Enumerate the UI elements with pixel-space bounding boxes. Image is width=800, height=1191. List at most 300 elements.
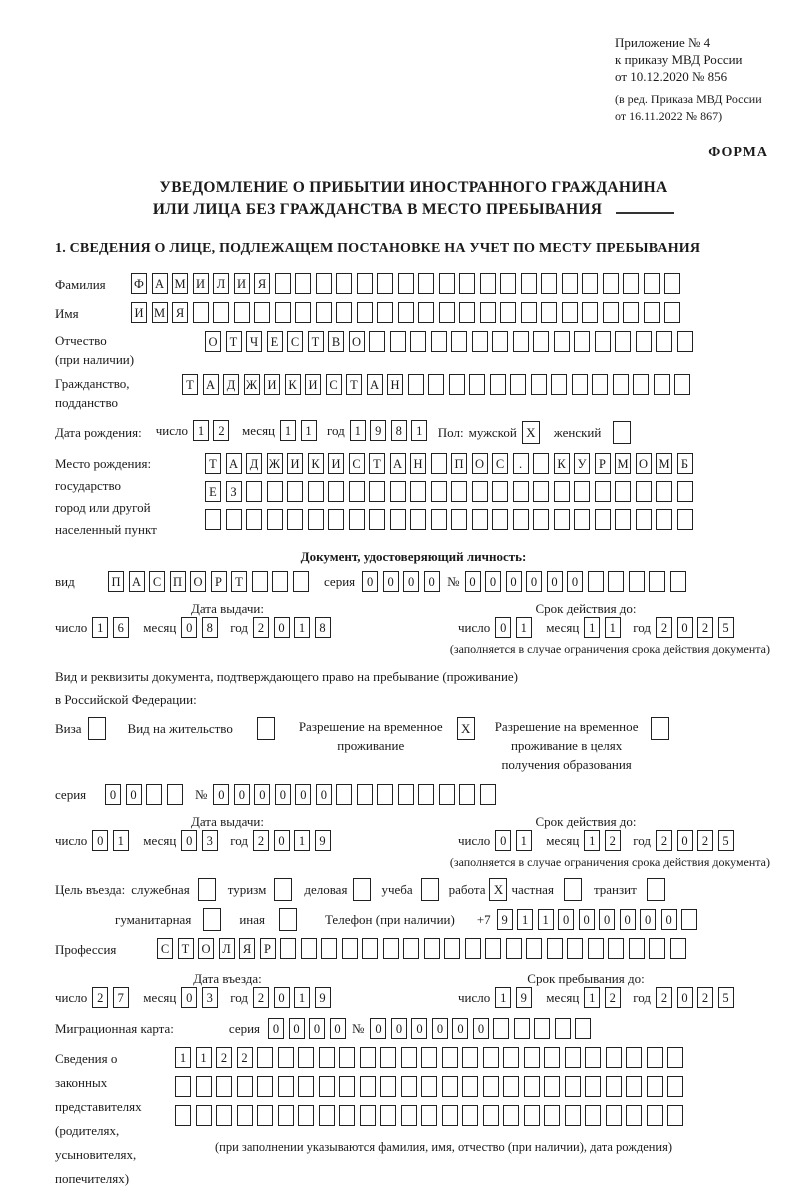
char-cell[interactable] <box>656 509 672 530</box>
char-cell[interactable]: Ж <box>267 453 283 474</box>
char-cell[interactable] <box>606 1047 622 1068</box>
char-cell[interactable]: С <box>149 571 165 592</box>
char-cell[interactable]: 0 <box>677 987 693 1008</box>
char-cell[interactable]: С <box>287 331 303 352</box>
char-cell[interactable] <box>403 938 419 959</box>
char-cell[interactable] <box>585 1105 601 1126</box>
char-cell[interactable] <box>459 784 475 805</box>
char-cell[interactable] <box>544 1076 560 1097</box>
char-cell[interactable] <box>175 1105 191 1126</box>
char-cell[interactable]: Р <box>260 938 276 959</box>
char-cell[interactable] <box>629 938 645 959</box>
identity-series-input[interactable] <box>362 571 444 592</box>
char-cell[interactable]: О <box>636 453 652 474</box>
char-cell[interactable]: К <box>285 374 301 395</box>
char-cell[interactable]: 0 <box>424 571 440 592</box>
char-cell[interactable] <box>644 302 660 323</box>
char-cell[interactable] <box>308 509 324 530</box>
char-cell[interactable]: Т <box>231 571 247 592</box>
char-cell[interactable] <box>278 1105 294 1126</box>
char-cell[interactable]: К <box>554 453 570 474</box>
char-cell[interactable] <box>301 938 317 959</box>
char-cell[interactable] <box>554 509 570 530</box>
char-cell[interactable] <box>649 938 665 959</box>
identity-number-input[interactable] <box>465 571 691 592</box>
char-cell[interactable]: 1 <box>584 987 600 1008</box>
char-cell[interactable] <box>193 302 209 323</box>
char-cell[interactable] <box>257 1105 273 1126</box>
char-cell[interactable]: З <box>226 481 242 502</box>
purpose-other-checkbox[interactable] <box>279 908 297 931</box>
char-cell[interactable] <box>649 571 665 592</box>
char-cell[interactable] <box>492 331 508 352</box>
char-cell[interactable] <box>369 481 385 502</box>
char-cell[interactable] <box>252 571 268 592</box>
char-cell[interactable]: 5 <box>718 987 734 1008</box>
char-cell[interactable] <box>483 1076 499 1097</box>
char-cell[interactable] <box>588 571 604 592</box>
char-cell[interactable]: Т <box>205 453 221 474</box>
residence-valid-month-input[interactable] <box>584 830 625 851</box>
char-cell[interactable] <box>490 374 506 395</box>
char-cell[interactable] <box>670 938 686 959</box>
char-cell[interactable]: 0 <box>234 784 250 805</box>
migration-series-input[interactable] <box>268 1018 350 1039</box>
char-cell[interactable]: 8 <box>315 617 331 638</box>
entry-month-input[interactable] <box>181 987 222 1008</box>
char-cell[interactable]: 5 <box>718 617 734 638</box>
stay-year-input[interactable] <box>656 987 738 1008</box>
char-cell[interactable] <box>349 481 365 502</box>
char-cell[interactable]: 0 <box>370 1018 386 1039</box>
char-cell[interactable]: 0 <box>567 571 583 592</box>
char-cell[interactable] <box>349 509 365 530</box>
char-cell[interactable] <box>196 1076 212 1097</box>
char-cell[interactable] <box>293 571 309 592</box>
char-cell[interactable] <box>551 374 567 395</box>
char-cell[interactable] <box>369 331 385 352</box>
char-cell[interactable]: В <box>328 331 344 352</box>
char-cell[interactable] <box>547 938 563 959</box>
char-cell[interactable] <box>575 1018 591 1039</box>
char-cell[interactable] <box>308 481 324 502</box>
char-cell[interactable] <box>357 302 373 323</box>
char-cell[interactable]: 1 <box>280 420 296 441</box>
char-cell[interactable]: 0 <box>330 1018 346 1039</box>
char-cell[interactable]: 0 <box>677 830 693 851</box>
char-cell[interactable] <box>562 302 578 323</box>
char-cell[interactable]: Я <box>172 302 188 323</box>
char-cell[interactable]: 1 <box>495 987 511 1008</box>
char-cell[interactable] <box>647 1076 663 1097</box>
char-cell[interactable]: 5 <box>718 830 734 851</box>
char-cell[interactable] <box>574 481 590 502</box>
char-cell[interactable]: 0 <box>495 617 511 638</box>
char-cell[interactable] <box>533 481 549 502</box>
char-cell[interactable] <box>472 509 488 530</box>
char-cell[interactable] <box>554 331 570 352</box>
char-cell[interactable] <box>390 481 406 502</box>
char-cell[interactable]: 0 <box>92 830 108 851</box>
purpose-business-checkbox[interactable] <box>198 878 216 901</box>
char-cell[interactable] <box>574 331 590 352</box>
char-cell[interactable]: С <box>157 938 173 959</box>
char-cell[interactable]: Е <box>205 481 221 502</box>
birthplace-row2-input[interactable] <box>205 481 697 502</box>
char-cell[interactable] <box>234 302 250 323</box>
char-cell[interactable]: 1 <box>516 830 532 851</box>
char-cell[interactable]: Л <box>213 273 229 294</box>
char-cell[interactable]: 0 <box>661 909 677 930</box>
char-cell[interactable]: 9 <box>315 987 331 1008</box>
char-cell[interactable]: 1 <box>175 1047 191 1068</box>
char-cell[interactable]: Н <box>410 453 426 474</box>
char-cell[interactable]: М <box>615 453 631 474</box>
char-cell[interactable] <box>398 302 414 323</box>
char-cell[interactable]: М <box>172 273 188 294</box>
char-cell[interactable] <box>380 1105 396 1126</box>
char-cell[interactable] <box>275 273 291 294</box>
char-cell[interactable]: 0 <box>620 909 636 930</box>
char-cell[interactable]: 0 <box>677 617 693 638</box>
char-cell[interactable] <box>565 1047 581 1068</box>
char-cell[interactable] <box>572 374 588 395</box>
char-cell[interactable] <box>444 938 460 959</box>
char-cell[interactable]: 2 <box>656 617 672 638</box>
char-cell[interactable]: 2 <box>697 987 713 1008</box>
purpose-transit-checkbox[interactable] <box>647 878 665 901</box>
char-cell[interactable]: И <box>131 302 147 323</box>
char-cell[interactable] <box>319 1076 335 1097</box>
char-cell[interactable]: 2 <box>697 617 713 638</box>
representatives-row1-input[interactable] <box>175 1047 688 1068</box>
char-cell[interactable] <box>567 938 583 959</box>
char-cell[interactable] <box>524 1105 540 1126</box>
char-cell[interactable] <box>608 571 624 592</box>
char-cell[interactable] <box>401 1076 417 1097</box>
char-cell[interactable] <box>424 938 440 959</box>
char-cell[interactable] <box>196 1105 212 1126</box>
char-cell[interactable] <box>459 273 475 294</box>
char-cell[interactable]: А <box>367 374 383 395</box>
char-cell[interactable] <box>500 273 516 294</box>
char-cell[interactable] <box>442 1076 458 1097</box>
char-cell[interactable] <box>380 1076 396 1097</box>
char-cell[interactable] <box>339 1076 355 1097</box>
char-cell[interactable]: И <box>287 453 303 474</box>
char-cell[interactable] <box>398 784 414 805</box>
char-cell[interactable] <box>582 273 598 294</box>
char-cell[interactable] <box>603 273 619 294</box>
char-cell[interactable] <box>526 938 542 959</box>
char-cell[interactable] <box>636 481 652 502</box>
char-cell[interactable] <box>267 509 283 530</box>
char-cell[interactable] <box>298 1105 314 1126</box>
char-cell[interactable] <box>439 784 455 805</box>
stay-month-input[interactable] <box>584 987 625 1008</box>
char-cell[interactable] <box>328 509 344 530</box>
char-cell[interactable] <box>462 1047 478 1068</box>
char-cell[interactable]: 1 <box>294 617 310 638</box>
char-cell[interactable] <box>408 374 424 395</box>
char-cell[interactable] <box>667 1105 683 1126</box>
char-cell[interactable] <box>493 1018 509 1039</box>
char-cell[interactable] <box>595 509 611 530</box>
char-cell[interactable] <box>418 273 434 294</box>
char-cell[interactable]: 1 <box>538 909 554 930</box>
char-cell[interactable]: 8 <box>202 617 218 638</box>
char-cell[interactable] <box>608 938 624 959</box>
char-cell[interactable] <box>449 374 465 395</box>
char-cell[interactable]: Д <box>246 453 262 474</box>
patronymic-input[interactable] <box>205 331 697 352</box>
char-cell[interactable] <box>521 273 537 294</box>
identity-issue-year-input[interactable] <box>253 617 335 638</box>
char-cell[interactable] <box>636 509 652 530</box>
char-cell[interactable] <box>298 1047 314 1068</box>
char-cell[interactable] <box>146 784 162 805</box>
char-cell[interactable]: Т <box>178 938 194 959</box>
char-cell[interactable]: Т <box>369 453 385 474</box>
char-cell[interactable]: 2 <box>237 1047 253 1068</box>
char-cell[interactable]: 0 <box>547 571 563 592</box>
char-cell[interactable] <box>357 784 373 805</box>
char-cell[interactable] <box>213 302 229 323</box>
char-cell[interactable] <box>585 1047 601 1068</box>
char-cell[interactable] <box>626 1076 642 1097</box>
char-cell[interactable] <box>588 938 604 959</box>
char-cell[interactable] <box>439 273 455 294</box>
char-cell[interactable]: И <box>234 273 250 294</box>
char-cell[interactable]: 2 <box>253 830 269 851</box>
char-cell[interactable] <box>418 302 434 323</box>
char-cell[interactable] <box>431 453 447 474</box>
char-cell[interactable] <box>410 331 426 352</box>
char-cell[interactable] <box>485 938 501 959</box>
char-cell[interactable]: Р <box>595 453 611 474</box>
char-cell[interactable]: 2 <box>605 830 621 851</box>
char-cell[interactable]: Т <box>346 374 362 395</box>
char-cell[interactable] <box>336 784 352 805</box>
char-cell[interactable] <box>280 938 296 959</box>
char-cell[interactable] <box>524 1076 540 1097</box>
char-cell[interactable]: 0 <box>526 571 542 592</box>
char-cell[interactable] <box>377 784 393 805</box>
char-cell[interactable] <box>541 273 557 294</box>
char-cell[interactable]: 1 <box>584 617 600 638</box>
char-cell[interactable]: 0 <box>268 1018 284 1039</box>
char-cell[interactable]: А <box>226 453 242 474</box>
char-cell[interactable]: А <box>203 374 219 395</box>
char-cell[interactable] <box>319 1105 335 1126</box>
char-cell[interactable]: 2 <box>656 987 672 1008</box>
char-cell[interactable]: С <box>349 453 365 474</box>
char-cell[interactable]: . <box>513 453 529 474</box>
char-cell[interactable] <box>167 784 183 805</box>
char-cell[interactable]: М <box>656 453 672 474</box>
char-cell[interactable] <box>339 1047 355 1068</box>
char-cell[interactable]: 0 <box>640 909 656 930</box>
char-cell[interactable] <box>410 509 426 530</box>
char-cell[interactable] <box>582 302 598 323</box>
char-cell[interactable] <box>480 784 496 805</box>
char-cell[interactable] <box>421 1105 437 1126</box>
purpose-study-checkbox[interactable] <box>421 878 439 901</box>
char-cell[interactable]: 9 <box>497 909 513 930</box>
char-cell[interactable]: О <box>472 453 488 474</box>
char-cell[interactable] <box>503 1076 519 1097</box>
char-cell[interactable]: 1 <box>294 987 310 1008</box>
char-cell[interactable] <box>565 1076 581 1097</box>
char-cell[interactable] <box>287 509 303 530</box>
char-cell[interactable]: П <box>108 571 124 592</box>
char-cell[interactable]: И <box>264 374 280 395</box>
char-cell[interactable] <box>472 331 488 352</box>
residence-valid-year-input[interactable] <box>656 830 738 851</box>
identity-valid-day-input[interactable] <box>495 617 536 638</box>
char-cell[interactable] <box>390 509 406 530</box>
char-cell[interactable] <box>533 509 549 530</box>
char-cell[interactable] <box>544 1047 560 1068</box>
char-cell[interactable]: 0 <box>181 830 197 851</box>
char-cell[interactable]: 1 <box>196 1047 212 1068</box>
char-cell[interactable] <box>360 1047 376 1068</box>
char-cell[interactable]: И <box>305 374 321 395</box>
char-cell[interactable] <box>606 1076 622 1097</box>
char-cell[interactable] <box>428 374 444 395</box>
char-cell[interactable] <box>544 1105 560 1126</box>
char-cell[interactable] <box>531 374 547 395</box>
char-cell[interactable] <box>592 374 608 395</box>
char-cell[interactable] <box>431 481 447 502</box>
char-cell[interactable] <box>533 331 549 352</box>
char-cell[interactable] <box>492 481 508 502</box>
char-cell[interactable]: 2 <box>656 830 672 851</box>
edu-permit-checkbox[interactable] <box>651 717 669 740</box>
char-cell[interactable]: 0 <box>181 617 197 638</box>
char-cell[interactable]: 0 <box>316 784 332 805</box>
residence-series-input[interactable] <box>105 784 187 805</box>
char-cell[interactable]: 2 <box>92 987 108 1008</box>
char-cell[interactable] <box>418 784 434 805</box>
char-cell[interactable] <box>514 1018 530 1039</box>
char-cell[interactable] <box>246 509 262 530</box>
char-cell[interactable] <box>595 331 611 352</box>
char-cell[interactable] <box>633 374 649 395</box>
char-cell[interactable]: 2 <box>253 987 269 1008</box>
char-cell[interactable]: С <box>326 374 342 395</box>
char-cell[interactable] <box>339 1105 355 1126</box>
char-cell[interactable]: 0 <box>495 830 511 851</box>
char-cell[interactable]: Р <box>211 571 227 592</box>
char-cell[interactable]: 0 <box>391 1018 407 1039</box>
char-cell[interactable] <box>216 1105 232 1126</box>
char-cell[interactable]: 1 <box>113 830 129 851</box>
char-cell[interactable]: 1 <box>294 830 310 851</box>
char-cell[interactable]: 0 <box>411 1018 427 1039</box>
residence-valid-day-input[interactable] <box>495 830 536 851</box>
char-cell[interactable]: 3 <box>202 987 218 1008</box>
birthplace-row3-input[interactable] <box>205 509 697 530</box>
identity-valid-month-input[interactable] <box>584 617 625 638</box>
char-cell[interactable] <box>626 1047 642 1068</box>
char-cell[interactable]: А <box>129 571 145 592</box>
char-cell[interactable]: 0 <box>289 1018 305 1039</box>
representatives-row3-input[interactable] <box>175 1105 688 1126</box>
char-cell[interactable]: У <box>574 453 590 474</box>
purpose-commercial-checkbox[interactable] <box>353 878 371 901</box>
char-cell[interactable]: 0 <box>274 830 290 851</box>
char-cell[interactable]: Е <box>267 331 283 352</box>
char-cell[interactable] <box>654 374 670 395</box>
char-cell[interactable]: 1 <box>517 909 533 930</box>
purpose-work-checkbox[interactable]: X <box>489 878 507 901</box>
char-cell[interactable]: П <box>451 453 467 474</box>
identity-kind-input[interactable] <box>108 571 313 592</box>
char-cell[interactable]: 0 <box>558 909 574 930</box>
char-cell[interactable]: Ч <box>246 331 262 352</box>
residence-issue-year-input[interactable] <box>253 830 335 851</box>
identity-issue-month-input[interactable] <box>181 617 222 638</box>
char-cell[interactable] <box>275 302 291 323</box>
char-cell[interactable] <box>410 481 426 502</box>
char-cell[interactable] <box>533 453 549 474</box>
char-cell[interactable]: 0 <box>126 784 142 805</box>
char-cell[interactable] <box>492 509 508 530</box>
char-cell[interactable] <box>524 1047 540 1068</box>
char-cell[interactable]: 0 <box>579 909 595 930</box>
char-cell[interactable]: 2 <box>697 830 713 851</box>
char-cell[interactable]: 1 <box>301 420 317 441</box>
char-cell[interactable] <box>615 331 631 352</box>
char-cell[interactable] <box>237 1076 253 1097</box>
char-cell[interactable] <box>480 302 496 323</box>
char-cell[interactable]: Т <box>182 374 198 395</box>
char-cell[interactable] <box>664 273 680 294</box>
char-cell[interactable] <box>257 1076 273 1097</box>
char-cell[interactable]: 8 <box>391 420 407 441</box>
char-cell[interactable] <box>472 481 488 502</box>
char-cell[interactable]: 9 <box>516 987 532 1008</box>
char-cell[interactable] <box>462 1105 478 1126</box>
citizenship-input[interactable] <box>182 374 695 395</box>
purpose-humanitarian-checkbox[interactable] <box>203 908 221 931</box>
char-cell[interactable]: 2 <box>605 987 621 1008</box>
char-cell[interactable] <box>585 1076 601 1097</box>
char-cell[interactable] <box>606 1105 622 1126</box>
char-cell[interactable]: И <box>328 453 344 474</box>
char-cell[interactable]: 1 <box>92 617 108 638</box>
char-cell[interactable] <box>319 1047 335 1068</box>
char-cell[interactable] <box>506 938 522 959</box>
char-cell[interactable] <box>237 1105 253 1126</box>
char-cell[interactable] <box>674 374 690 395</box>
char-cell[interactable] <box>287 481 303 502</box>
migration-number-input[interactable] <box>370 1018 596 1039</box>
char-cell[interactable]: 0 <box>275 784 291 805</box>
char-cell[interactable] <box>360 1076 376 1097</box>
char-cell[interactable]: Б <box>677 453 693 474</box>
char-cell[interactable]: 0 <box>295 784 311 805</box>
char-cell[interactable] <box>513 481 529 502</box>
char-cell[interactable]: Д <box>223 374 239 395</box>
char-cell[interactable]: К <box>308 453 324 474</box>
char-cell[interactable] <box>629 571 645 592</box>
char-cell[interactable] <box>267 481 283 502</box>
char-cell[interactable] <box>670 571 686 592</box>
char-cell[interactable] <box>623 273 639 294</box>
char-cell[interactable] <box>401 1047 417 1068</box>
